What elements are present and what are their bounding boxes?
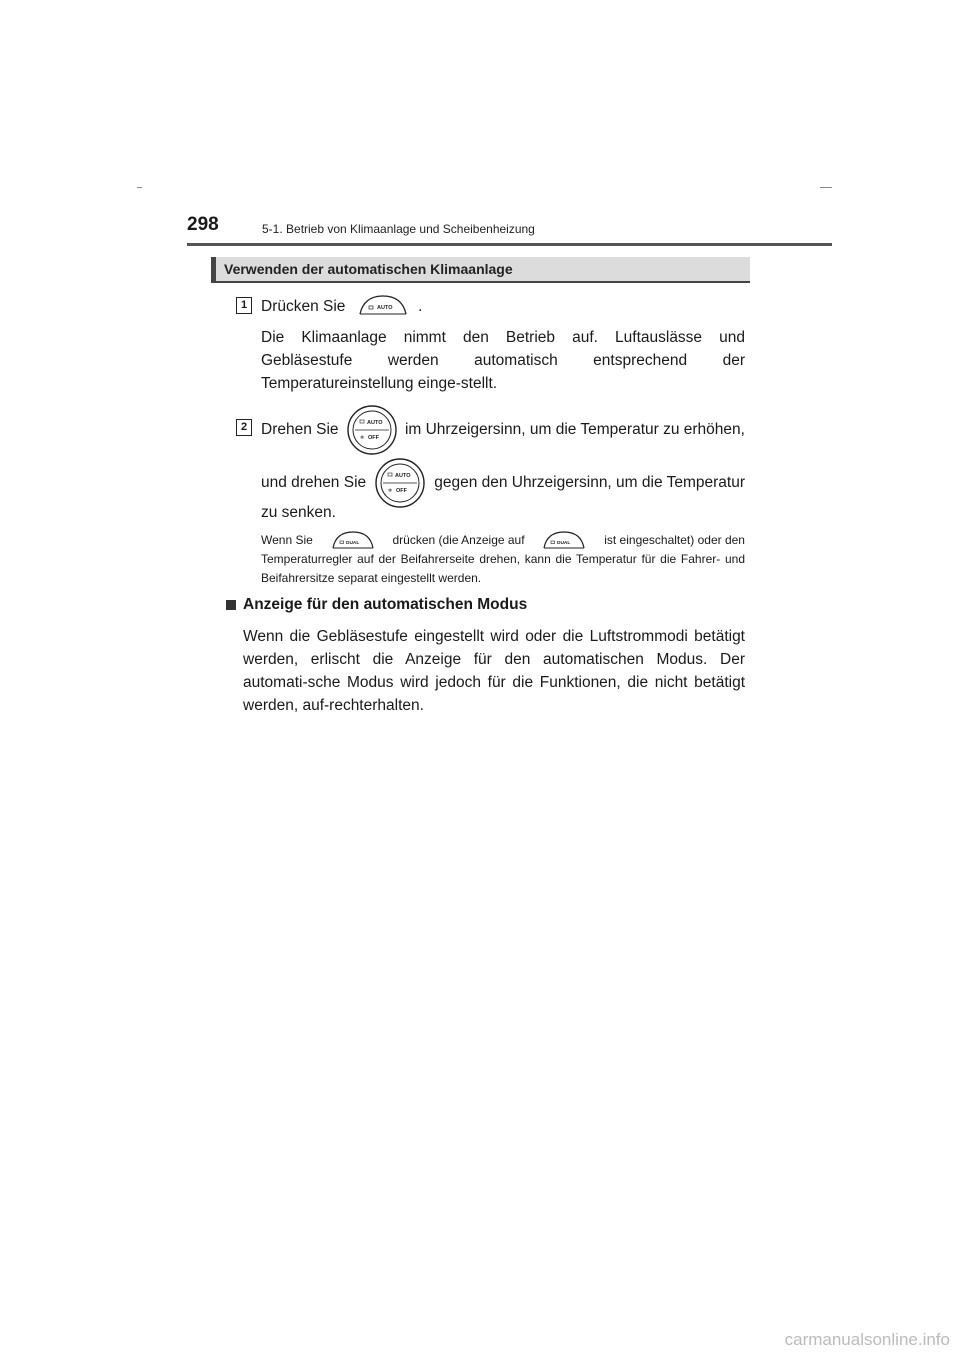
dual-note — [261, 530, 745, 588]
step-2-line-1 — [261, 404, 745, 456]
dual-note-remaining: Temperaturregler auf der Beifahrerseite drehen, kann die Temperatur für die Fahrer- und Beifahrersitze separat eingestellt werden. — [261, 552, 745, 585]
svg-text:❄: ❄ — [388, 488, 393, 494]
step-1-pre-text: Drücken Sie — [261, 298, 346, 316]
heading-accent — [211, 257, 216, 281]
header-rule — [187, 243, 832, 246]
svg-text:AUTO: AUTO — [376, 305, 393, 311]
dual-note-post-start: ist eingeschaltet) oder den — [604, 532, 745, 547]
svg-text:DUAL: DUAL — [345, 541, 359, 546]
step-2-line-2 — [261, 457, 745, 509]
step-1-line — [261, 298, 422, 316]
subsection-title: Anzeige für den automatischen Modus — [243, 596, 528, 613]
temperature-knob-icon — [374, 457, 426, 509]
svg-text:❄: ❄ — [359, 435, 364, 441]
crop-mark-right — [820, 187, 832, 188]
section-reference: 5-1. Betrieb von Klimaanlage und Scheibenheizung — [262, 222, 535, 236]
crop-mark-left — [137, 187, 142, 188]
step-2-number: 2 — [236, 419, 252, 436]
step-2-line-3: zu senken. — [261, 504, 336, 521]
dual-note-mid: drücken (die Anzeige auf — [392, 532, 525, 547]
dual-note-pre: Wenn Sie — [261, 532, 313, 547]
step-2-line-2-post: gegen den Uhrzeigersinn, um die Temperatur — [434, 474, 745, 491]
step-2-line-1-pre: Drehen Sie — [261, 421, 339, 438]
section-heading-text: Verwenden der automatischen Klimaanlage — [224, 261, 513, 277]
temperature-knob-icon — [346, 404, 398, 456]
page-number: 298 — [187, 214, 219, 235]
svg-text:AUTO: AUTO — [366, 420, 383, 426]
step-1-description: Die Klimaanlage nimmt den Betrieb auf. Luftauslässe und Gebläsestufe werden automatisch entsprechend der Temperatureinstellung einge-stellt. — [261, 329, 745, 392]
dual-button-icon — [542, 530, 586, 550]
section-heading — [211, 257, 750, 283]
step-1-number: 1 — [236, 297, 252, 314]
step-2-line-1-post: im Uhrzeigersinn, um die Temperatur zu erhöhen, — [404, 421, 745, 438]
svg-text:OFF: OFF — [396, 488, 408, 494]
auto-button-icon — [358, 294, 408, 316]
step-2-line-2-pre: und drehen Sie — [261, 474, 367, 491]
svg-text:DUAL: DUAL — [557, 541, 571, 546]
dual-button-icon — [331, 530, 375, 550]
subsection-bullet-icon — [226, 600, 236, 610]
dual-note-first-line — [261, 530, 745, 550]
svg-text:OFF: OFF — [367, 435, 379, 441]
subsection-text: Wenn die Gebläsestufe eingestellt wird oder die Luftstrommodi betätigt werden, erlischt die Anzeige für den automatischen Modus. Der automati-sche Modus wird jedoch für die Funktionen, die nicht betätigt werden, auf-rechterhalten. — [243, 628, 745, 714]
step-1-post-text: . — [418, 298, 423, 316]
watermark: carmanualsonline.info — [784, 1330, 950, 1349]
svg-text:AUTO: AUTO — [395, 473, 411, 479]
